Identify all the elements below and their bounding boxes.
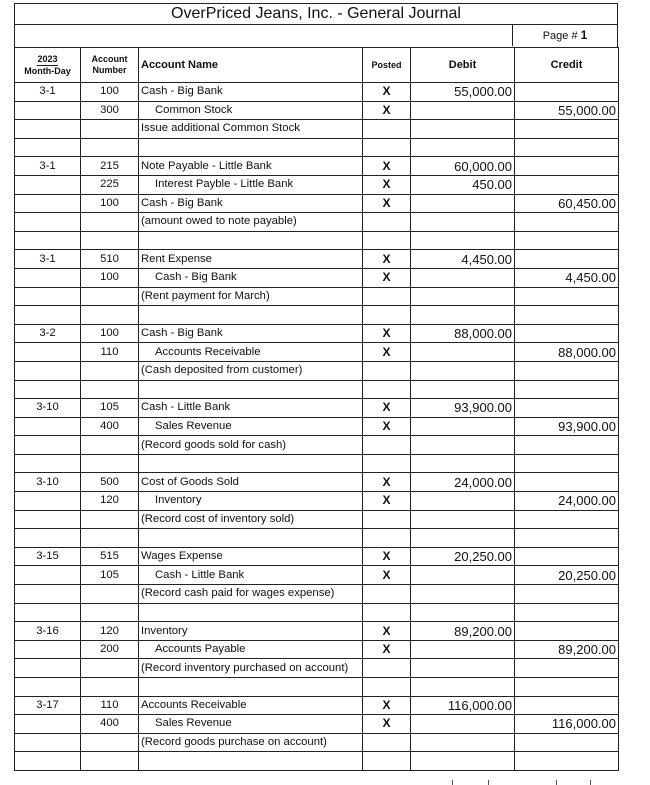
debit-amount <box>411 417 515 436</box>
account-name: Interest Payble - Little Bank <box>139 175 363 194</box>
debit-amount <box>411 715 515 734</box>
posted-mark <box>363 733 411 752</box>
journal-row <box>15 547 619 566</box>
account-number: 510 <box>81 250 139 269</box>
posted-mark: X <box>363 696 411 715</box>
entry-date: 3-2 <box>15 324 81 343</box>
journal-row <box>15 343 619 362</box>
account-number: 110 <box>81 696 139 715</box>
entry-date <box>15 640 81 659</box>
journal-row <box>15 678 619 697</box>
credit-amount: 88,000.00 <box>515 343 619 362</box>
credit-amount <box>515 83 619 102</box>
account-name: Cash - Big Bank <box>139 324 363 343</box>
posted-mark: X <box>363 268 411 287</box>
credit-amount <box>515 473 619 492</box>
entry-date <box>15 733 81 752</box>
credit-amount <box>515 324 619 343</box>
credit-amount <box>515 659 619 678</box>
account-name: (Record cash paid for wages expense) <box>139 585 363 604</box>
account-number: 215 <box>81 157 139 176</box>
debit-amount: 55,000.00 <box>411 83 515 102</box>
account-number: 515 <box>81 547 139 566</box>
credit-amount <box>515 175 619 194</box>
account-name: (Rent payment for March) <box>139 287 363 306</box>
tick-mark <box>556 780 557 785</box>
page-bar <box>14 24 618 47</box>
entry-date <box>15 436 81 455</box>
debit-amount: 24,000.00 <box>411 473 515 492</box>
journal-row <box>15 380 619 399</box>
entry-date <box>15 268 81 287</box>
account-name <box>139 752 363 771</box>
entry-date: 3-1 <box>15 83 81 102</box>
tick-mark <box>452 780 453 785</box>
page-label: Page # <box>542 30 578 42</box>
journal-row <box>15 417 619 436</box>
account-name: Cash - Little Bank <box>139 399 363 418</box>
entry-date: 3-1 <box>15 157 81 176</box>
month-day-label: Month-Day <box>24 65 71 76</box>
journal-row <box>15 231 619 250</box>
posted-mark: X <box>363 324 411 343</box>
account-name: Inventory <box>139 492 363 511</box>
posted-mark <box>363 213 411 232</box>
account-name: Rent Expense <box>139 250 363 269</box>
posted-mark: X <box>363 715 411 734</box>
account-name: (amount owed to note payable) <box>139 213 363 232</box>
account-name: (Record goods sold for cash) <box>139 436 363 455</box>
general-journal <box>14 3 618 771</box>
journal-row <box>15 733 619 752</box>
entry-date: 3-10 <box>15 399 81 418</box>
account-number <box>81 529 139 548</box>
journal-row <box>15 250 619 269</box>
debit-amount <box>411 678 515 697</box>
credit-amount: 4,450.00 <box>515 268 619 287</box>
account-number: 100 <box>81 268 139 287</box>
journal-row <box>15 715 619 734</box>
credit-amount: 24,000.00 <box>515 492 619 511</box>
account-number <box>81 436 139 455</box>
posted-mark: X <box>363 175 411 194</box>
journal-row <box>15 436 619 455</box>
entry-date <box>15 752 81 771</box>
entry-date <box>15 194 81 213</box>
account-name-header: Account Name <box>139 48 363 83</box>
entry-date <box>15 231 81 250</box>
journal-row <box>15 83 619 102</box>
account-number <box>81 306 139 325</box>
entry-date <box>15 417 81 436</box>
entry-date: 3-1 <box>15 250 81 269</box>
account-name <box>139 529 363 548</box>
journal-row <box>15 659 619 678</box>
account-number <box>81 603 139 622</box>
entry-date <box>15 510 81 529</box>
credit-amount <box>515 733 619 752</box>
entry-date <box>15 529 81 548</box>
posted-mark: X <box>363 83 411 102</box>
page-number-box <box>512 25 617 46</box>
debit-amount: 450.00 <box>411 175 515 194</box>
account-number: 120 <box>81 622 139 641</box>
debit-amount <box>411 138 515 157</box>
debit-amount: 60,000.00 <box>411 157 515 176</box>
account-name: (Record inventory purchased on account) <box>139 659 363 678</box>
account-number <box>81 231 139 250</box>
posted-mark: X <box>363 566 411 585</box>
account-number <box>81 380 139 399</box>
account-number-header <box>81 48 139 83</box>
account-name: Accounts Receivable <box>139 696 363 715</box>
debit-amount <box>411 380 515 399</box>
journal-title: OverPriced Jeans, Inc. - General Journal <box>14 3 618 24</box>
journal-row <box>15 454 619 473</box>
posted-mark: X <box>363 492 411 511</box>
account-name: (Cash deposited from customer) <box>139 361 363 380</box>
journal-row <box>15 287 619 306</box>
account-name <box>139 231 363 250</box>
posted-mark <box>363 380 411 399</box>
debit-amount <box>411 752 515 771</box>
entry-date <box>15 138 81 157</box>
debit-amount <box>411 733 515 752</box>
entry-date <box>15 343 81 362</box>
posted-mark <box>363 361 411 380</box>
journal-row <box>15 194 619 213</box>
account-name: Cost of Goods Sold <box>139 473 363 492</box>
debit-amount: 4,450.00 <box>411 250 515 269</box>
credit-amount: 20,250.00 <box>515 566 619 585</box>
posted-mark <box>363 436 411 455</box>
account-number <box>81 454 139 473</box>
debit-amount <box>411 101 515 120</box>
posted-mark <box>363 138 411 157</box>
account-name: Wages Expense <box>139 547 363 566</box>
debit-amount <box>411 306 515 325</box>
debit-amount: 93,900.00 <box>411 399 515 418</box>
debit-amount <box>411 287 515 306</box>
debit-amount <box>411 585 515 604</box>
credit-amount <box>515 622 619 641</box>
account-number: 500 <box>81 473 139 492</box>
entry-date <box>15 361 81 380</box>
posted-mark: X <box>363 640 411 659</box>
account-name: Cash - Big Bank <box>139 83 363 102</box>
account-number: 110 <box>81 343 139 362</box>
debit-amount <box>411 454 515 473</box>
posted-mark <box>363 231 411 250</box>
debit-amount <box>411 268 515 287</box>
credit-amount <box>515 399 619 418</box>
posted-mark <box>363 752 411 771</box>
posted-mark <box>363 510 411 529</box>
account-number <box>81 585 139 604</box>
credit-amount: 89,200.00 <box>515 640 619 659</box>
posted-mark: X <box>363 157 411 176</box>
debit-amount: 89,200.00 <box>411 622 515 641</box>
account-name: (Record goods purchase on account) <box>139 733 363 752</box>
account-name <box>139 306 363 325</box>
page-number: 1 <box>580 28 588 42</box>
debit-amount <box>411 194 515 213</box>
journal-row <box>15 585 619 604</box>
journal-row <box>15 492 619 511</box>
debit-amount: 116,000.00 <box>411 696 515 715</box>
credit-amount <box>515 138 619 157</box>
account-label: Account <box>91 54 128 64</box>
entry-date <box>15 287 81 306</box>
number-label: Number <box>92 65 127 75</box>
journal-row <box>15 529 619 548</box>
journal-row <box>15 268 619 287</box>
posted-mark <box>363 120 411 139</box>
posted-mark <box>363 287 411 306</box>
account-name: Cash - Big Bank <box>139 268 363 287</box>
debit-amount <box>411 640 515 659</box>
account-name: Issue additional Common Stock <box>139 120 363 139</box>
journal-row <box>15 399 619 418</box>
credit-amount <box>515 231 619 250</box>
entry-date: 3-15 <box>15 547 81 566</box>
credit-amount: 60,450.00 <box>515 194 619 213</box>
posted-mark <box>363 585 411 604</box>
posted-mark <box>363 659 411 678</box>
journal-row <box>15 157 619 176</box>
credit-amount <box>515 213 619 232</box>
journal-row <box>15 696 619 715</box>
journal-row <box>15 622 619 641</box>
posted-mark <box>363 306 411 325</box>
account-name: Common Stock <box>139 101 363 120</box>
account-name: Inventory <box>139 622 363 641</box>
credit-amount <box>515 250 619 269</box>
posted-mark: X <box>363 473 411 492</box>
debit-amount <box>411 120 515 139</box>
account-number <box>81 678 139 697</box>
date-header <box>15 48 81 83</box>
account-number: 105 <box>81 566 139 585</box>
account-number: 120 <box>81 492 139 511</box>
credit-amount: 93,900.00 <box>515 417 619 436</box>
journal-table <box>14 47 619 771</box>
posted-mark: X <box>363 343 411 362</box>
entry-date <box>15 454 81 473</box>
debit-amount: 88,000.00 <box>411 324 515 343</box>
account-name: Accounts Payable <box>139 640 363 659</box>
account-name <box>139 454 363 473</box>
entry-date <box>15 566 81 585</box>
account-number <box>81 659 139 678</box>
account-number <box>81 138 139 157</box>
account-name: Sales Revenue <box>139 417 363 436</box>
account-name: Sales Revenue <box>139 715 363 734</box>
credit-amount <box>515 752 619 771</box>
account-name: Note Payable - Little Bank <box>139 157 363 176</box>
credit-amount <box>515 529 619 548</box>
journal-row <box>15 324 619 343</box>
entry-date <box>15 213 81 232</box>
posted-mark <box>363 529 411 548</box>
account-number <box>81 752 139 771</box>
account-number: 400 <box>81 715 139 734</box>
posted-mark <box>363 454 411 473</box>
entry-date <box>15 585 81 604</box>
journal-row <box>15 473 619 492</box>
debit-amount <box>411 603 515 622</box>
credit-amount <box>515 306 619 325</box>
debit-header: Debit <box>411 48 515 83</box>
posted-mark: X <box>363 399 411 418</box>
entry-date: 3-10 <box>15 473 81 492</box>
credit-amount <box>515 157 619 176</box>
account-number <box>81 213 139 232</box>
account-number <box>81 510 139 529</box>
posted-mark: X <box>363 250 411 269</box>
entry-date <box>15 678 81 697</box>
journal-row <box>15 120 619 139</box>
header-row <box>15 48 619 83</box>
posted-mark: X <box>363 417 411 436</box>
posted-mark: X <box>363 194 411 213</box>
debit-amount <box>411 436 515 455</box>
account-number <box>81 287 139 306</box>
posted-header: Posted <box>363 48 411 83</box>
debit-amount <box>411 492 515 511</box>
account-number: 300 <box>81 101 139 120</box>
account-number: 200 <box>81 640 139 659</box>
journal-row <box>15 566 619 585</box>
account-number: 100 <box>81 194 139 213</box>
tick-mark <box>488 780 489 785</box>
credit-amount <box>515 454 619 473</box>
journal-row <box>15 306 619 325</box>
entry-date <box>15 175 81 194</box>
debit-amount <box>411 213 515 232</box>
account-name: (Record cost of inventory sold) <box>139 510 363 529</box>
debit-amount <box>411 529 515 548</box>
account-number: 105 <box>81 399 139 418</box>
account-number: 100 <box>81 83 139 102</box>
entry-date <box>15 120 81 139</box>
account-name: Accounts Receivable <box>139 343 363 362</box>
journal-row <box>15 101 619 120</box>
entry-date <box>15 380 81 399</box>
account-name <box>139 138 363 157</box>
account-name: Cash - Little Bank <box>139 566 363 585</box>
account-number: 100 <box>81 324 139 343</box>
account-name <box>139 678 363 697</box>
posted-mark <box>363 603 411 622</box>
account-number: 400 <box>81 417 139 436</box>
credit-amount <box>515 436 619 455</box>
account-number <box>81 120 139 139</box>
credit-amount <box>515 380 619 399</box>
entry-date: 3-16 <box>15 622 81 641</box>
debit-amount <box>411 659 515 678</box>
credit-amount <box>515 361 619 380</box>
journal-row <box>15 603 619 622</box>
journal-row <box>15 175 619 194</box>
credit-amount <box>515 547 619 566</box>
credit-amount: 116,000.00 <box>515 715 619 734</box>
journal-row <box>15 640 619 659</box>
credit-amount <box>515 510 619 529</box>
posted-mark: X <box>363 547 411 566</box>
credit-amount <box>515 603 619 622</box>
journal-row <box>15 138 619 157</box>
entry-date <box>15 659 81 678</box>
debit-amount <box>411 343 515 362</box>
credit-amount <box>515 120 619 139</box>
credit-header: Credit <box>515 48 619 83</box>
debit-amount <box>411 231 515 250</box>
credit-amount <box>515 696 619 715</box>
credit-amount <box>515 585 619 604</box>
account-number <box>81 733 139 752</box>
entry-date <box>15 492 81 511</box>
entry-date <box>15 306 81 325</box>
year-label: 2023 <box>37 53 58 64</box>
entry-date <box>15 715 81 734</box>
posted-mark <box>363 678 411 697</box>
entry-date: 3-17 <box>15 696 81 715</box>
journal-row <box>15 213 619 232</box>
journal-row <box>15 752 619 771</box>
account-name <box>139 380 363 399</box>
credit-amount: 55,000.00 <box>515 101 619 120</box>
posted-mark: X <box>363 622 411 641</box>
account-name <box>139 603 363 622</box>
debit-amount <box>411 566 515 585</box>
tick-mark <box>590 780 591 785</box>
account-name: Cash - Big Bank <box>139 194 363 213</box>
journal-row <box>15 361 619 380</box>
entry-date <box>15 603 81 622</box>
posted-mark: X <box>363 101 411 120</box>
debit-amount <box>411 510 515 529</box>
account-number: 225 <box>81 175 139 194</box>
debit-amount <box>411 361 515 380</box>
credit-amount <box>515 287 619 306</box>
account-number <box>81 361 139 380</box>
credit-amount <box>515 678 619 697</box>
debit-amount: 20,250.00 <box>411 547 515 566</box>
entry-date <box>15 101 81 120</box>
journal-row <box>15 510 619 529</box>
